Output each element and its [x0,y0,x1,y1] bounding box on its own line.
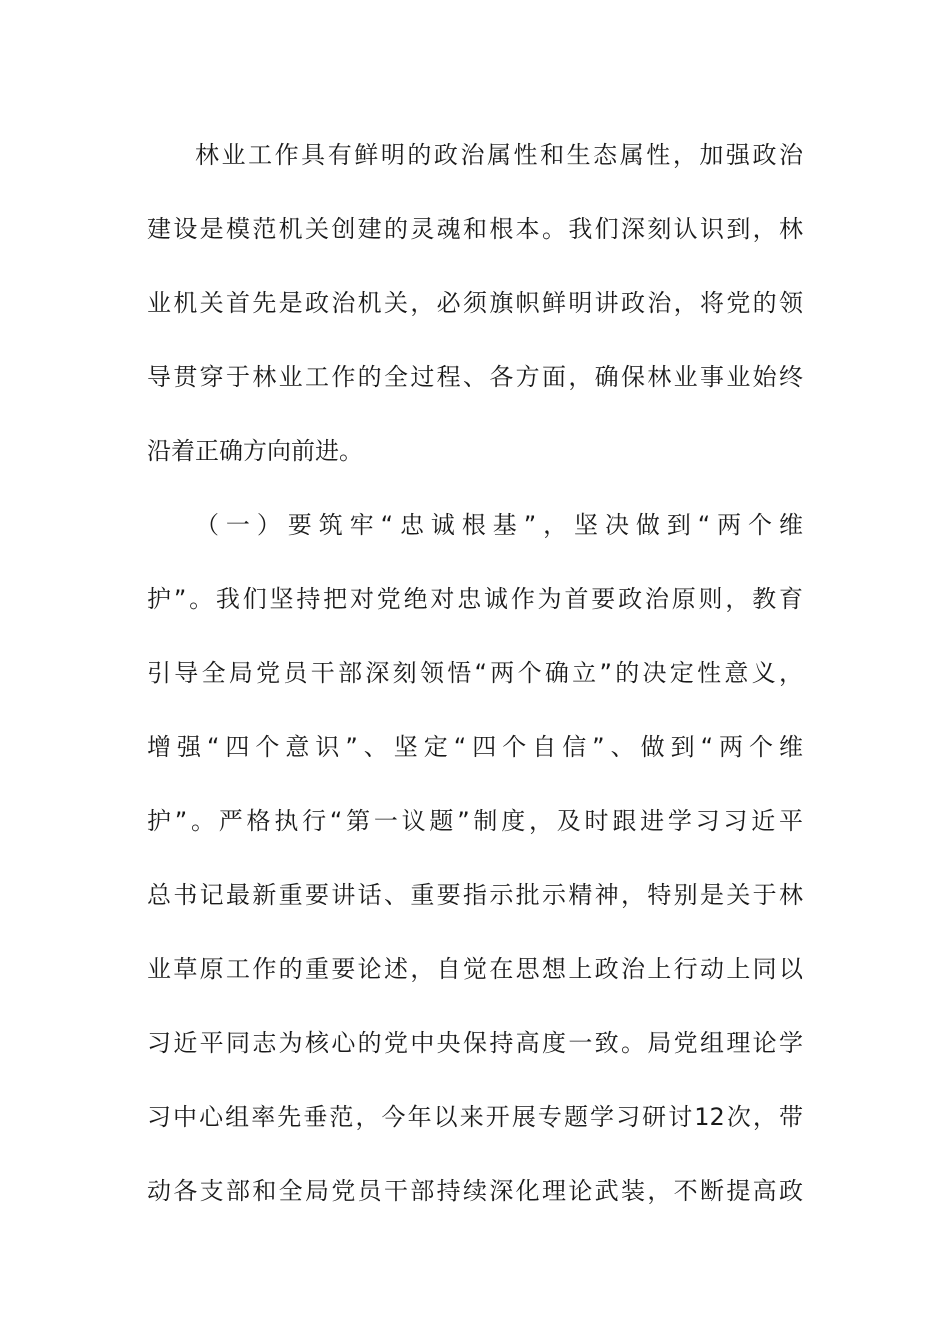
paragraph-intro [147,118,803,488]
text-line: 总书记最新重要讲话、重要指示批示精神，特别是关于林 [147,881,803,909]
text-line: 引导全局党员干部深刻领悟“两个确立”的决定性意义， [147,659,803,687]
text-line: 业机关首先是政治机关，必须旗帜鲜明讲政治，将党的领 [147,289,803,317]
body-text [147,118,803,1228]
text-line: 护”。严格执行“第一议题”制度，及时跟进学习习近平 [147,807,803,835]
text-line: 林业工作具有鲜明的政治属性和生态属性，加强政治 [195,141,803,169]
text-line: 导贯穿于林业工作的全过程、各方面，确保林业事业始终 [147,363,803,391]
text-line: （一）要筑牢“忠诚根基”，坚决做到“两个维 [195,511,803,539]
text-line: 护”。我们坚持把对党绝对忠诚作为首要政治原则，教育 [147,585,803,613]
paragraph-loyalty [147,488,803,1228]
text-line: 习近平同志为核心的党中央保持高度一致。局党组理论学 [147,1029,803,1057]
text-line: 习中心组率先垂范，今年以来开展专题学习研讨12次，带 [147,1103,803,1131]
text-line: 动各支部和全局党员干部持续深化理论武装，不断提高政 [147,1177,803,1205]
text-line: 建设是模范机关创建的灵魂和根本。我们深刻认识到，林 [147,215,803,243]
text-line: 沿着正确方向前进。 [147,437,363,465]
text-line: 业草原工作的重要论述，自觉在思想上政治上行动上同以 [147,955,803,983]
text-line: 增强“四个意识”、坚定“四个自信”、做到“两个维 [147,733,803,761]
